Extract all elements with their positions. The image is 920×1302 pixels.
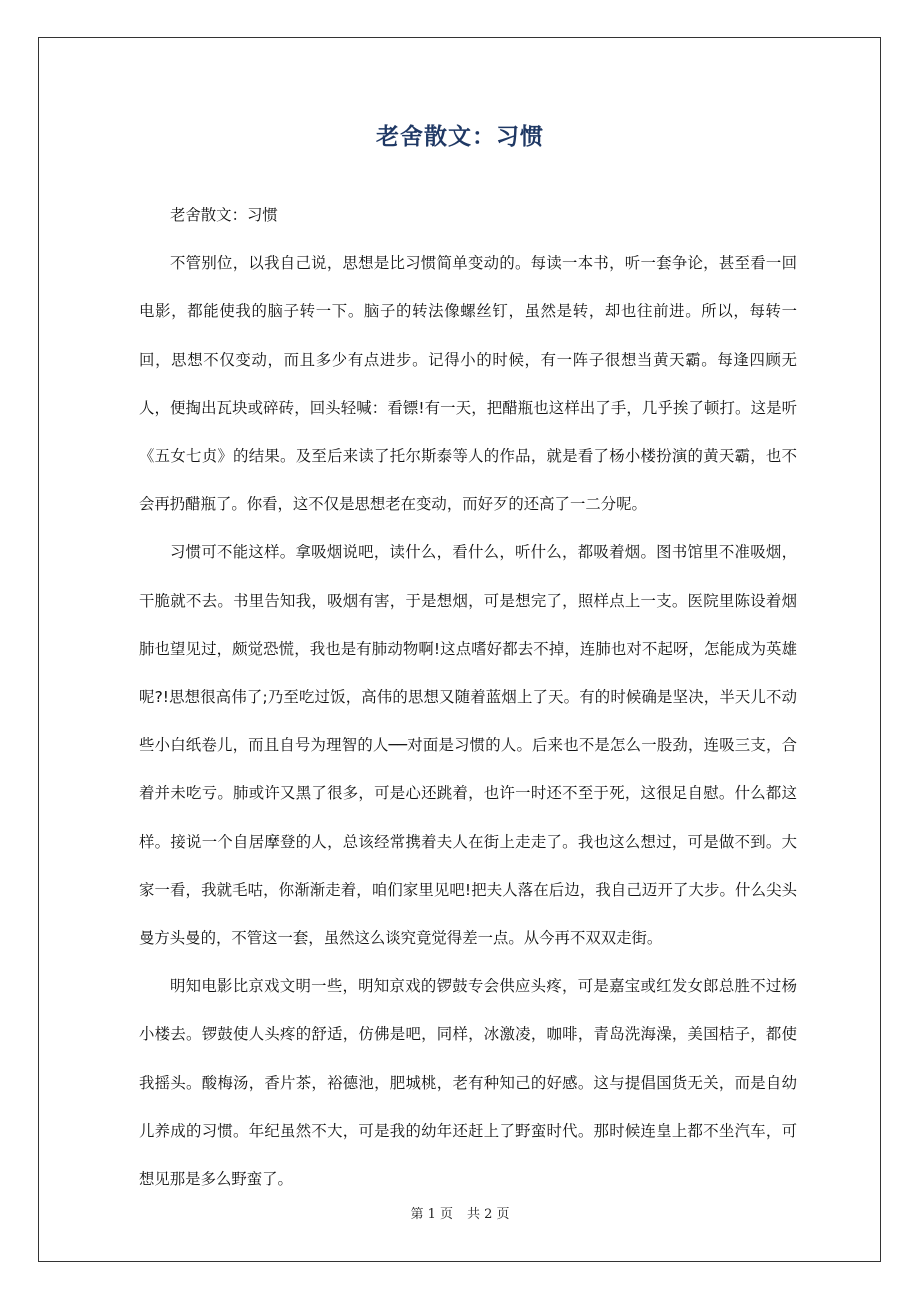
paragraph-3: 明知电影比京戏文明一些，明知京戏的锣鼓专会供应头疼，可是嘉宝或红发女郎总胜不过杨小楼去。锣鼓使人头疼的舒适，仿佛是吧，同样，冰激凌，咖啡，青岛洗海澡，美国桔子，都使我摇头。酸梅汤，香片茶，裕德池，肥城桃，老有种知己的好感。这与提倡国货无关，而是自幼儿养成的习惯。年纪虽然不大，可是我的幼年还赶上了野蛮时代。那时候连皇上都不坐汽车，可想见那是多么野蛮了。 — [139, 977, 797, 1189]
document-body — [139, 191, 797, 1203]
paragraph-subtitle: 老舍散文：习惯 — [170, 206, 278, 224]
page-number: 第 1 页 — [410, 1207, 453, 1222]
paragraph-1: 不管别位，以我自己说，思想是比习惯简单变动的。每读一本书，听一套争论，甚至看一回电影，都能使我的脑子转一下。脑子的转法像螺丝钉，虽然是转，却也往前进。所以，每转一回，思想不仅变动，而且多少有点进步。记得小的时候，有一阵子很想当黄天霸。每逢四顾无人，便掏出瓦块或碎砖，回头轻喊：看镖!有一天，把醋瓶也这样出了手，几乎挨了顿打。这是听《五女七贞》的结果。及至后来读了托尔斯泰等人的作品，就是看了杨小楼扮演的黄天霸，也不会再扔醋瓶了。你看，这不仅是思想老在变动，而好歹的还高了一二分呢。 — [139, 254, 797, 514]
paragraph-2: 习惯可不能这样。拿吸烟说吧，读什么，看什么，听什么，都吸着烟。图书馆里不准吸烟，干脆就不去。书里告知我，吸烟有害，于是想烟，可是想完了，照样点上一支。医院里陈设着烟肺也望见过，颇觉恐慌，我也是有肺动物啊!这点嗜好都去不掉，连肺也对不起呀，怎能成为英雄呢?!思想很高伟了;乃至吃过饭，高伟的思想又随着蓝烟上了天。有的时候确是坚决，半天儿不动些小白纸卷儿，而且自号为理智的人──对面是习惯的人。后来也不是怎么一股劲，连吸三支，合着并未吃亏。肺或许又黑了很多，可是心还跳着，也许一时还不至于死，这很足自慰。什么都这样。接说一个自居摩登的人，总该经常携着夫人在街上走走了。我也这么想过，可是做不到。大家一看，我就毛咕，你渐渐走着，咱们家里见吧!把夫人落在后边，我自己迈开了大步。什么尖头曼方头曼的，不管这一套，虽然这么谈究竟觉得差一点。从今再不双双走街。 — [139, 543, 797, 948]
document-title: 老舍散文：习惯 — [376, 124, 544, 150]
page-footer — [0, 1205, 920, 1225]
page-total: 共 2 页 — [467, 1207, 510, 1222]
